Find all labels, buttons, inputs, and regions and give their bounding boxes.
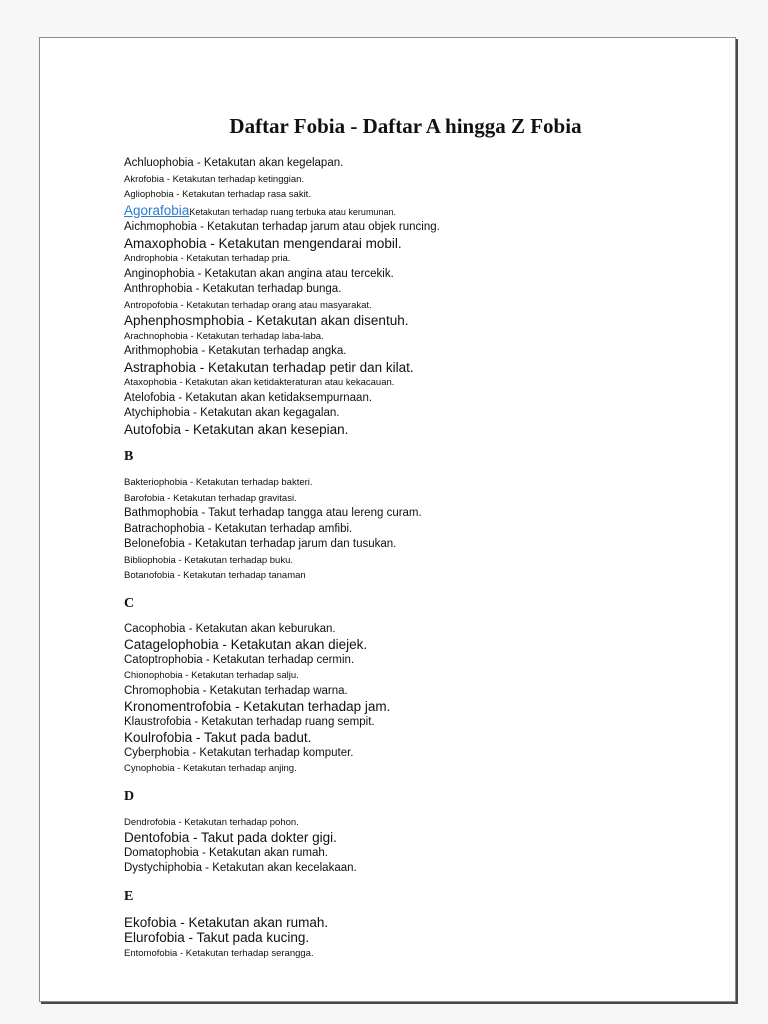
phobia-entry: Atelofobia - Ketakutan akan ketidaksempurnaan. xyxy=(124,391,373,404)
phobia-entry: Ataxophobia - Ketakutan akan ketidakteraturan atau kekacauan. xyxy=(124,377,395,388)
phobia-entry: Entomofobia - Ketakutan terhadap serangga. xyxy=(124,947,314,959)
phobia-entry: Catoptrophobia - Ketakutan terhadap cermin. xyxy=(124,653,355,666)
phobia-entry: Arachnophobia - Ketakutan terhadap laba-laba. xyxy=(124,330,324,342)
section-heading-d: D xyxy=(124,788,135,804)
phobia-entry: Antropofobia - Ketakutan terhadap orang atau masyarakat. xyxy=(124,299,372,311)
phobia-entry: Achluophobia - Ketakutan akan kegelapan. xyxy=(124,157,344,169)
phobia-entry: Bathmophobia - Takut terhadap tangga atau lereng curam. xyxy=(124,507,422,519)
phobia-link[interactable]: Agorafobia xyxy=(124,202,190,218)
phobia-description: Ketakutan terhadap ruang terbuka atau kerumunan. xyxy=(189,206,396,217)
phobia-entry: Amaxophobia - Ketakutan mengendarai mobil. xyxy=(124,235,402,251)
phobia-entry: Chromophobia - Ketakutan terhadap warna. xyxy=(124,684,348,697)
phobia-entry: Dendrofobia - Ketakutan terhadap pohon. xyxy=(124,816,299,828)
section-heading-b: B xyxy=(124,449,134,464)
phobia-entry: Autofobia - Ketakutan akan kesepian. xyxy=(124,421,349,437)
phobia-entry: Anginophobia - Ketakutan akan angina atau tercekik. xyxy=(124,267,394,280)
phobia-entry: Chionophobia - Ketakutan terhadap salju. xyxy=(124,670,299,681)
phobia-entry: Agliophobia - Ketakutan terhadap rasa sakit. xyxy=(124,189,311,200)
phobia-entry: Akrofobia - Ketakutan terhadap ketinggian. xyxy=(124,173,305,185)
phobia-entry: Dentofobia - Takut pada dokter gigi. xyxy=(124,830,337,845)
phobia-entry: Kronomentrofobia - Ketakutan terhadap jam. xyxy=(124,699,391,714)
phobia-entry: Androphobia - Ketakutan terhadap pria. xyxy=(124,253,291,264)
phobia-entry: Barofobia - Ketakutan terhadap gravitasi. xyxy=(124,492,297,504)
section-heading-e: E xyxy=(124,888,134,904)
phobia-entry: Anthrophobia - Ketakutan terhadap bunga. xyxy=(124,283,342,295)
phobia-entry: Cynophobia - Ketakutan terhadap anjing. xyxy=(124,763,297,774)
phobia-entry: Dystychiphobia - Ketakutan akan kecelakaan. xyxy=(124,862,357,874)
document-page xyxy=(39,37,736,1002)
page-title: Daftar Fobia - Daftar A hingga Z Fobia xyxy=(229,114,582,138)
phobia-entry: Batrachophobia - Ketakutan terhadap amfibi. xyxy=(124,522,353,535)
phobia-list xyxy=(124,156,724,961)
phobia-entry: Astraphobia - Ketakutan terhadap petir dan kilat. xyxy=(124,359,414,375)
phobia-entry[interactable] xyxy=(124,203,724,221)
phobia-entry: Belonefobia - Ketakutan terhadap jarum dan tusukan. xyxy=(124,538,397,550)
phobia-entry: Ekofobia - Ketakutan akan rumah. xyxy=(124,914,329,930)
phobia-entry: Catagelophobia - Ketakutan akan diejek. xyxy=(124,637,368,652)
section-heading-c: C xyxy=(124,595,135,611)
phobia-entry: Bakteriophobia - Ketakutan terhadap bakteri. xyxy=(124,477,313,488)
phobia-entry: Cacophobia - Ketakutan akan keburukan. xyxy=(124,622,336,635)
phobia-entry: Aphenphosmphobia - Ketakutan akan disentuh. xyxy=(124,313,409,328)
phobia-entry: Elurofobia - Takut pada kucing. xyxy=(124,930,310,945)
phobia-entry: Botanofobia - Ketakutan terhadap tanaman xyxy=(124,570,306,581)
phobia-entry: Cyberphobia - Ketakutan terhadap komputer. xyxy=(124,746,354,759)
phobia-entry: Arithmophobia - Ketakutan terhadap angka. xyxy=(124,345,347,357)
phobia-entry: Aichmophobia - Ketakutan terhadap jarum atau objek runcing. xyxy=(124,221,440,233)
phobia-entry: Atychiphobia - Ketakutan akan kegagalan. xyxy=(124,407,340,419)
phobia-entry: Klaustrofobia - Ketakutan terhadap ruang sempit. xyxy=(124,715,375,728)
phobia-entry: Koulrofobia - Takut pada badut. xyxy=(124,730,312,745)
phobia-entry: Bibliophobia - Ketakutan terhadap buku. xyxy=(124,554,294,566)
phobia-entry: Domatophobia - Ketakutan akan rumah. xyxy=(124,846,328,859)
